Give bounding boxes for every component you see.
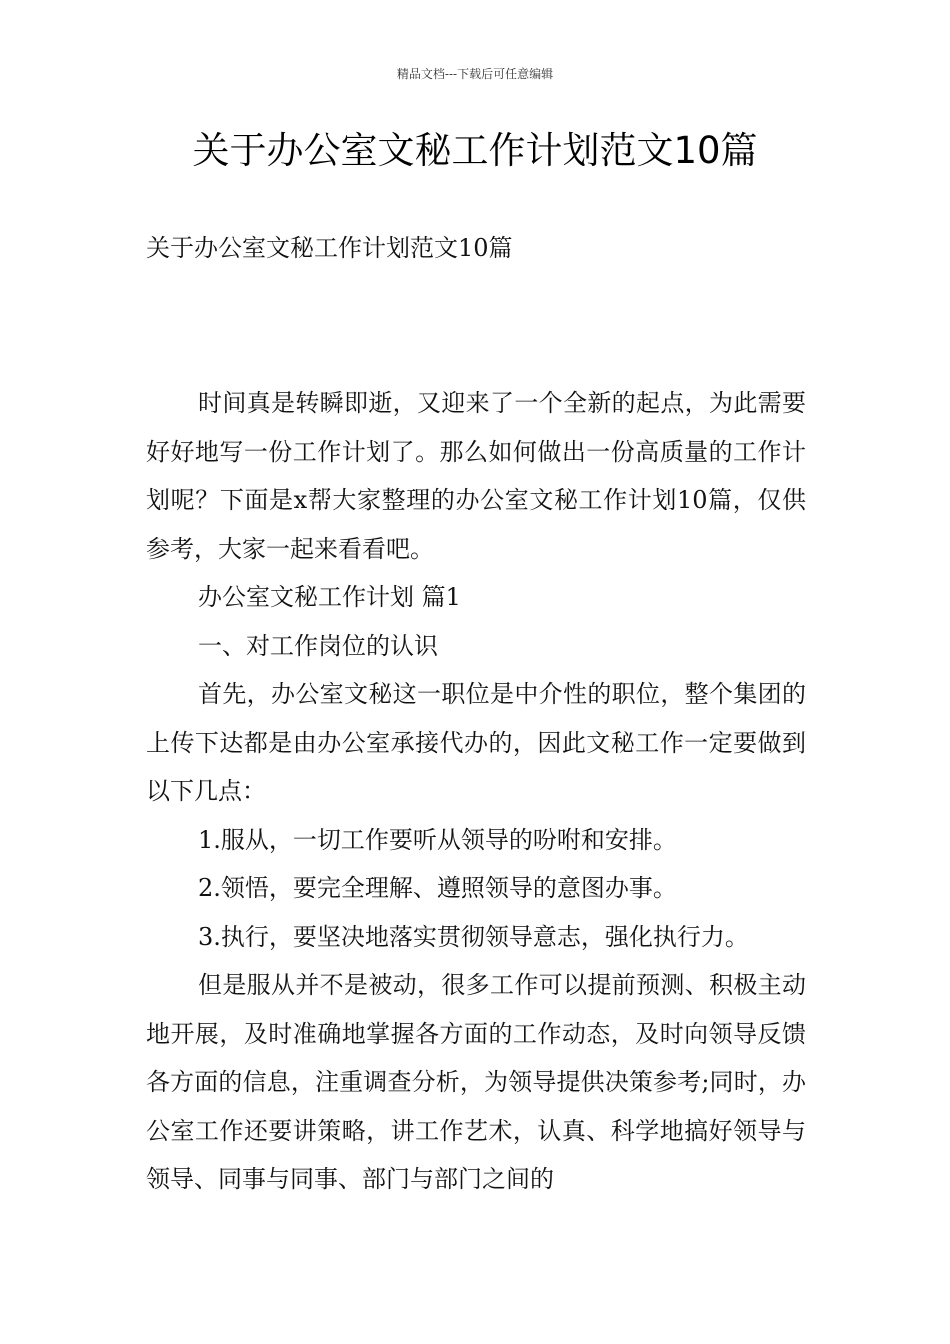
- body-paragraph: 首先，办公室文秘这一职位是中介性的职位，整个集团的上传下达都是由办公室承接代办的，因此文秘工作一定要做到以下几点：: [146, 680, 806, 805]
- list-item: 1.服从，一切工作要听从领导的吩咐和安排。: [198, 825, 677, 854]
- intro-paragraph: 时间真是转瞬即逝，又迎来了一个全新的起点，为此需要好好地写一份工作计划了。那么如何做出一份高质量的工作计划呢？下面是x帮大家整理的办公室文秘工作计划10篇，仅供参考，大家一起来看看吧。: [146, 389, 806, 563]
- document-subtitle: 关于办公室文秘工作计划范文10篇: [146, 234, 513, 262]
- section-title: 办公室文秘工作计划 篇1: [198, 583, 461, 611]
- list-item: 3.执行，要坚决地落实贯彻领导意志，强化执行力。: [198, 922, 749, 951]
- body-paragraph: 但是服从并不是被动，很多工作可以提前预测、积极主动地开展，及时准确地掌握各方面的工作动态，及时向领导反馈各方面的信息，注重调查分析，为领导提供决策参考;同时，办公室工作还要讲策略，讲工作艺术，认真、科学地搞好领导与领导、同事与同事、部门与部门之间的: [146, 971, 806, 1193]
- document-title: 关于办公室文秘工作计划范文10篇: [192, 129, 758, 172]
- list-item: 2.领悟，要完全理解、遵照领导的意图办事。: [198, 874, 677, 902]
- header-note: 精品文档---下载后可任意编辑: [396, 67, 554, 81]
- section-heading: 一、对工作岗位的认识: [198, 631, 438, 660]
- document-body: [146, 379, 806, 1204]
